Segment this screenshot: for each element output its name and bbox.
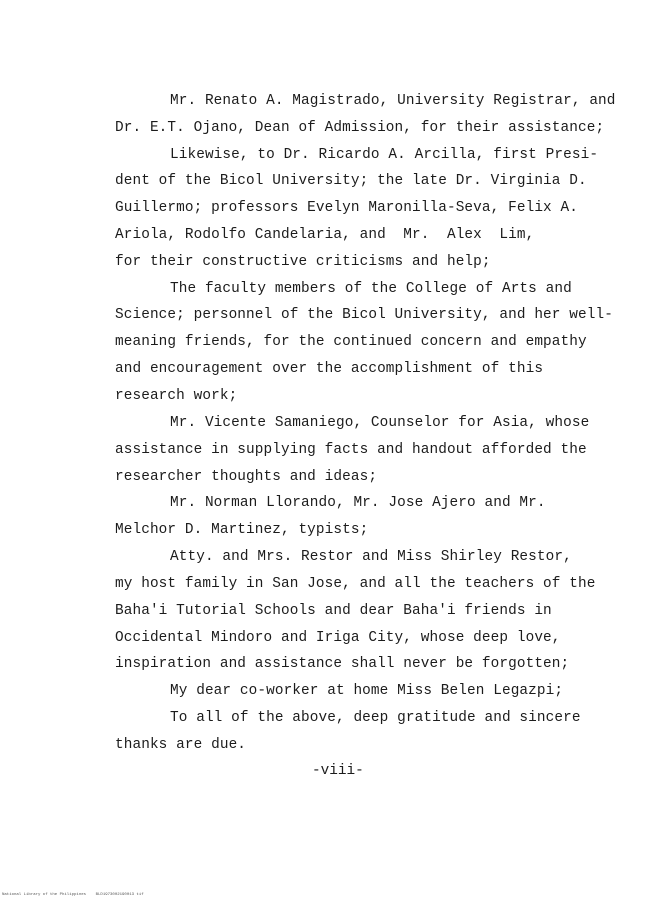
text-line: Atty. and Mrs. Restor and Miss Shirley Restor, [170,549,572,565]
text-line: Guillermo; professors Evelyn Maronilla-Seva, Felix A. [115,200,578,216]
text-line: Dr. E.T. Ojano, Dean of Admission, for their assistance; [115,120,605,136]
text-line: Baha'i Tutorial Schools and dear Baha'i friends in [115,603,552,619]
text-line: Science; personnel of the Bicol University, and her well- [115,307,613,323]
text-line: Mr. Norman Llorando, Mr. Jose Ajero and Mr. [170,495,546,511]
text-line: research work; [115,388,238,404]
text-line: thanks are due. [115,737,247,753]
scan-footer: National Library of the Philippines BLD1973002190013 tif [2,893,144,897]
text-line: To all of the above, deep gratitude and sincere [170,710,581,726]
text-line: my host family in San Jose, and all the teachers of the [115,576,596,592]
page-number: -viii- [312,763,364,779]
text-line: inspiration and assistance shall never be forgotten; [115,656,570,672]
text-line: meaning friends, for the continued concern and empathy [115,334,587,350]
text-line: My dear co-worker at home Miss Belen Legazpi; [170,683,564,699]
text-line: Mr. Vicente Samaniego, Counselor for Asia, whose [170,415,590,431]
text-line: dent of the Bicol University; the late Dr. Virginia D. [115,173,587,189]
text-line: Likewise, to Dr. Ricardo A. Arcilla, first Presi- [170,147,599,163]
text-line: Occidental Mindoro and Iriga City, whose deep love, [115,630,561,646]
text-line: researcher thoughts and ideas; [115,469,378,485]
text-line: The faculty members of the College of Arts and [170,281,572,297]
text-line: Melchor D. Martinez, typists; [115,522,369,538]
text-line: Ariola, Rodolfo Candelaria, and Mr. Alex Lim, [115,227,535,243]
text-line: for their constructive criticisms and help; [115,254,491,270]
text-line: Mr. Renato A. Magistrado, University Registrar, and [170,93,616,109]
text-line: assistance in supplying facts and handout afforded the [115,442,587,458]
text-line: and encouragement over the accomplishment of this [115,361,544,377]
